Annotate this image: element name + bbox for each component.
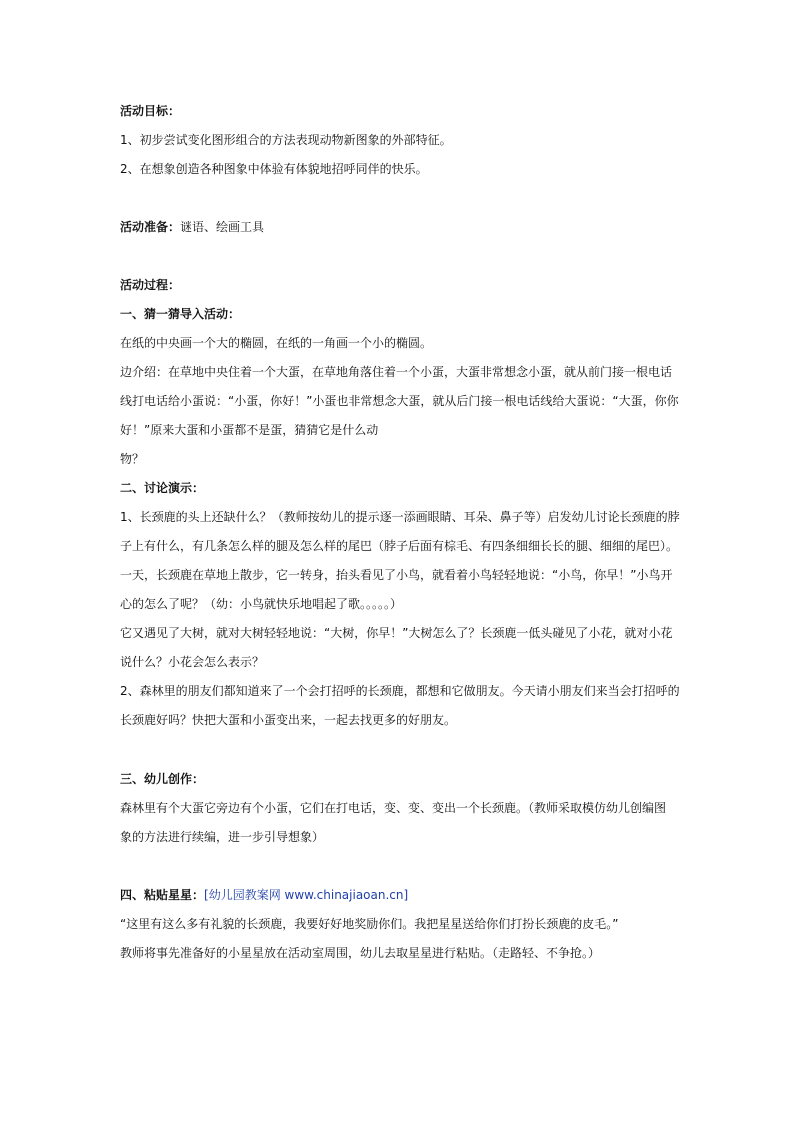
prep-heading: 活动准备： [120, 220, 181, 234]
section1-paragraph-2-line-1: 边介绍：在草地中央住着一个大蛋，在草地角落住着一个小蛋，大蛋非常想念小蛋，就从前门接一根电话 [120, 365, 673, 379]
section3-heading: 三、幼儿创作： [120, 772, 205, 786]
source-link[interactable]: [幼儿园教案网 www.chinajiaoan.cn] [204, 888, 409, 902]
section2-heading: 二、讨论演示： [120, 481, 205, 495]
section1-paragraph-2-line-4: 物？ [120, 452, 145, 466]
process-heading: 活动过程： [120, 278, 181, 292]
section2-paragraph-3-line-2: 说什么？小花会怎么表示？ [120, 655, 265, 669]
section3-paragraph-line-2: 象的方法进行续编，进一步引导想象） [120, 830, 325, 844]
section2-paragraph-2-line-2: 心的怎么了呢？（幼：小鸟就快乐地唱起了歌。。。。。） [120, 597, 403, 611]
section1-paragraph-2-line-3: 好！”原来大蛋和小蛋都不是蛋，猜猜它是什么动 [120, 423, 379, 437]
section4-paragraph-2: 教师将事先准备好的小星星放在活动室周围，幼儿去取星星进行粘贴。（走路轻、不争抢。） [120, 946, 601, 960]
prep-text: 谜语、绘画工具 [180, 220, 265, 234]
section2-paragraph-4-line-1: 2、森林里的朋友们都知道来了一个会打招呼的长颈鹿，都想和它做朋友。今天请小朋友们来当会打招呼的 [120, 684, 680, 698]
section2-paragraph-1-line-2: 子上有什么，有几条怎么样的腿及怎么样的尾巴（脖子后面有棕毛、有四条细细长长的腿、细细的尾巴）。 [120, 539, 679, 553]
section2-paragraph-1-line-1: 1、长颈鹿的头上还缺什么？（教师按幼儿的提示逐一添画眼睛、耳朵、鼻子等）启发幼儿讨论长颈鹿的脖 [120, 510, 680, 524]
goal-item-2: 2、在想象创造各种图象中体验有体貌地招呼同伴的快乐。 [120, 162, 428, 176]
section2-paragraph-2-line-1: 一天，长颈鹿在草地上散步，它一转身，抬头看见了小鸟，就看着小鸟轻轻地说：“小鸟，你早！”小鸟开 [120, 568, 673, 582]
section4-heading-line [120, 887, 680, 903]
section2-paragraph-3-line-1: 它又遇见了大树，就对大树轻轻地说：“大树，你早！”大树怎么了？长颈鹿一低头碰见了小花，就对小花 [120, 626, 673, 640]
section4-paragraph-1: “这里有这么多有礼貌的长颈鹿，我要好好地奖励你们。我把星星送给你们打扮长颈鹿的皮毛。” [120, 917, 619, 931]
section1-heading: 一、猜一猜导入活动： [120, 307, 241, 321]
prep-line [120, 219, 680, 235]
section1-paragraph-1: 在纸的中央画一个大的椭圆，在纸的一角画一个小的椭圆。 [120, 336, 433, 350]
section4-heading: 四、粘贴星星： [120, 888, 205, 902]
goal-item-1: 1、初步尝试变化图形组合的方法表现动物新图象的外部特征。 [120, 133, 452, 147]
section1-paragraph-2-line-2: 线打电话给小蛋说：“小蛋，你好！”小蛋也非常想念大蛋，就从后门接一根电话线给大蛋说：“大蛋，你你 [120, 394, 679, 408]
section2-paragraph-4-line-2: 长颈鹿好吗？快把大蛋和小蛋变出来，一起去找更多的好朋友。 [120, 713, 457, 727]
goals-heading: 活动目标： [120, 104, 181, 118]
section3-paragraph-line-1: 森林里有个大蛋它旁边有个小蛋，它们在打电话，变、变、变出一个长颈鹿。（教师采取模仿幼儿创编图 [120, 801, 667, 815]
